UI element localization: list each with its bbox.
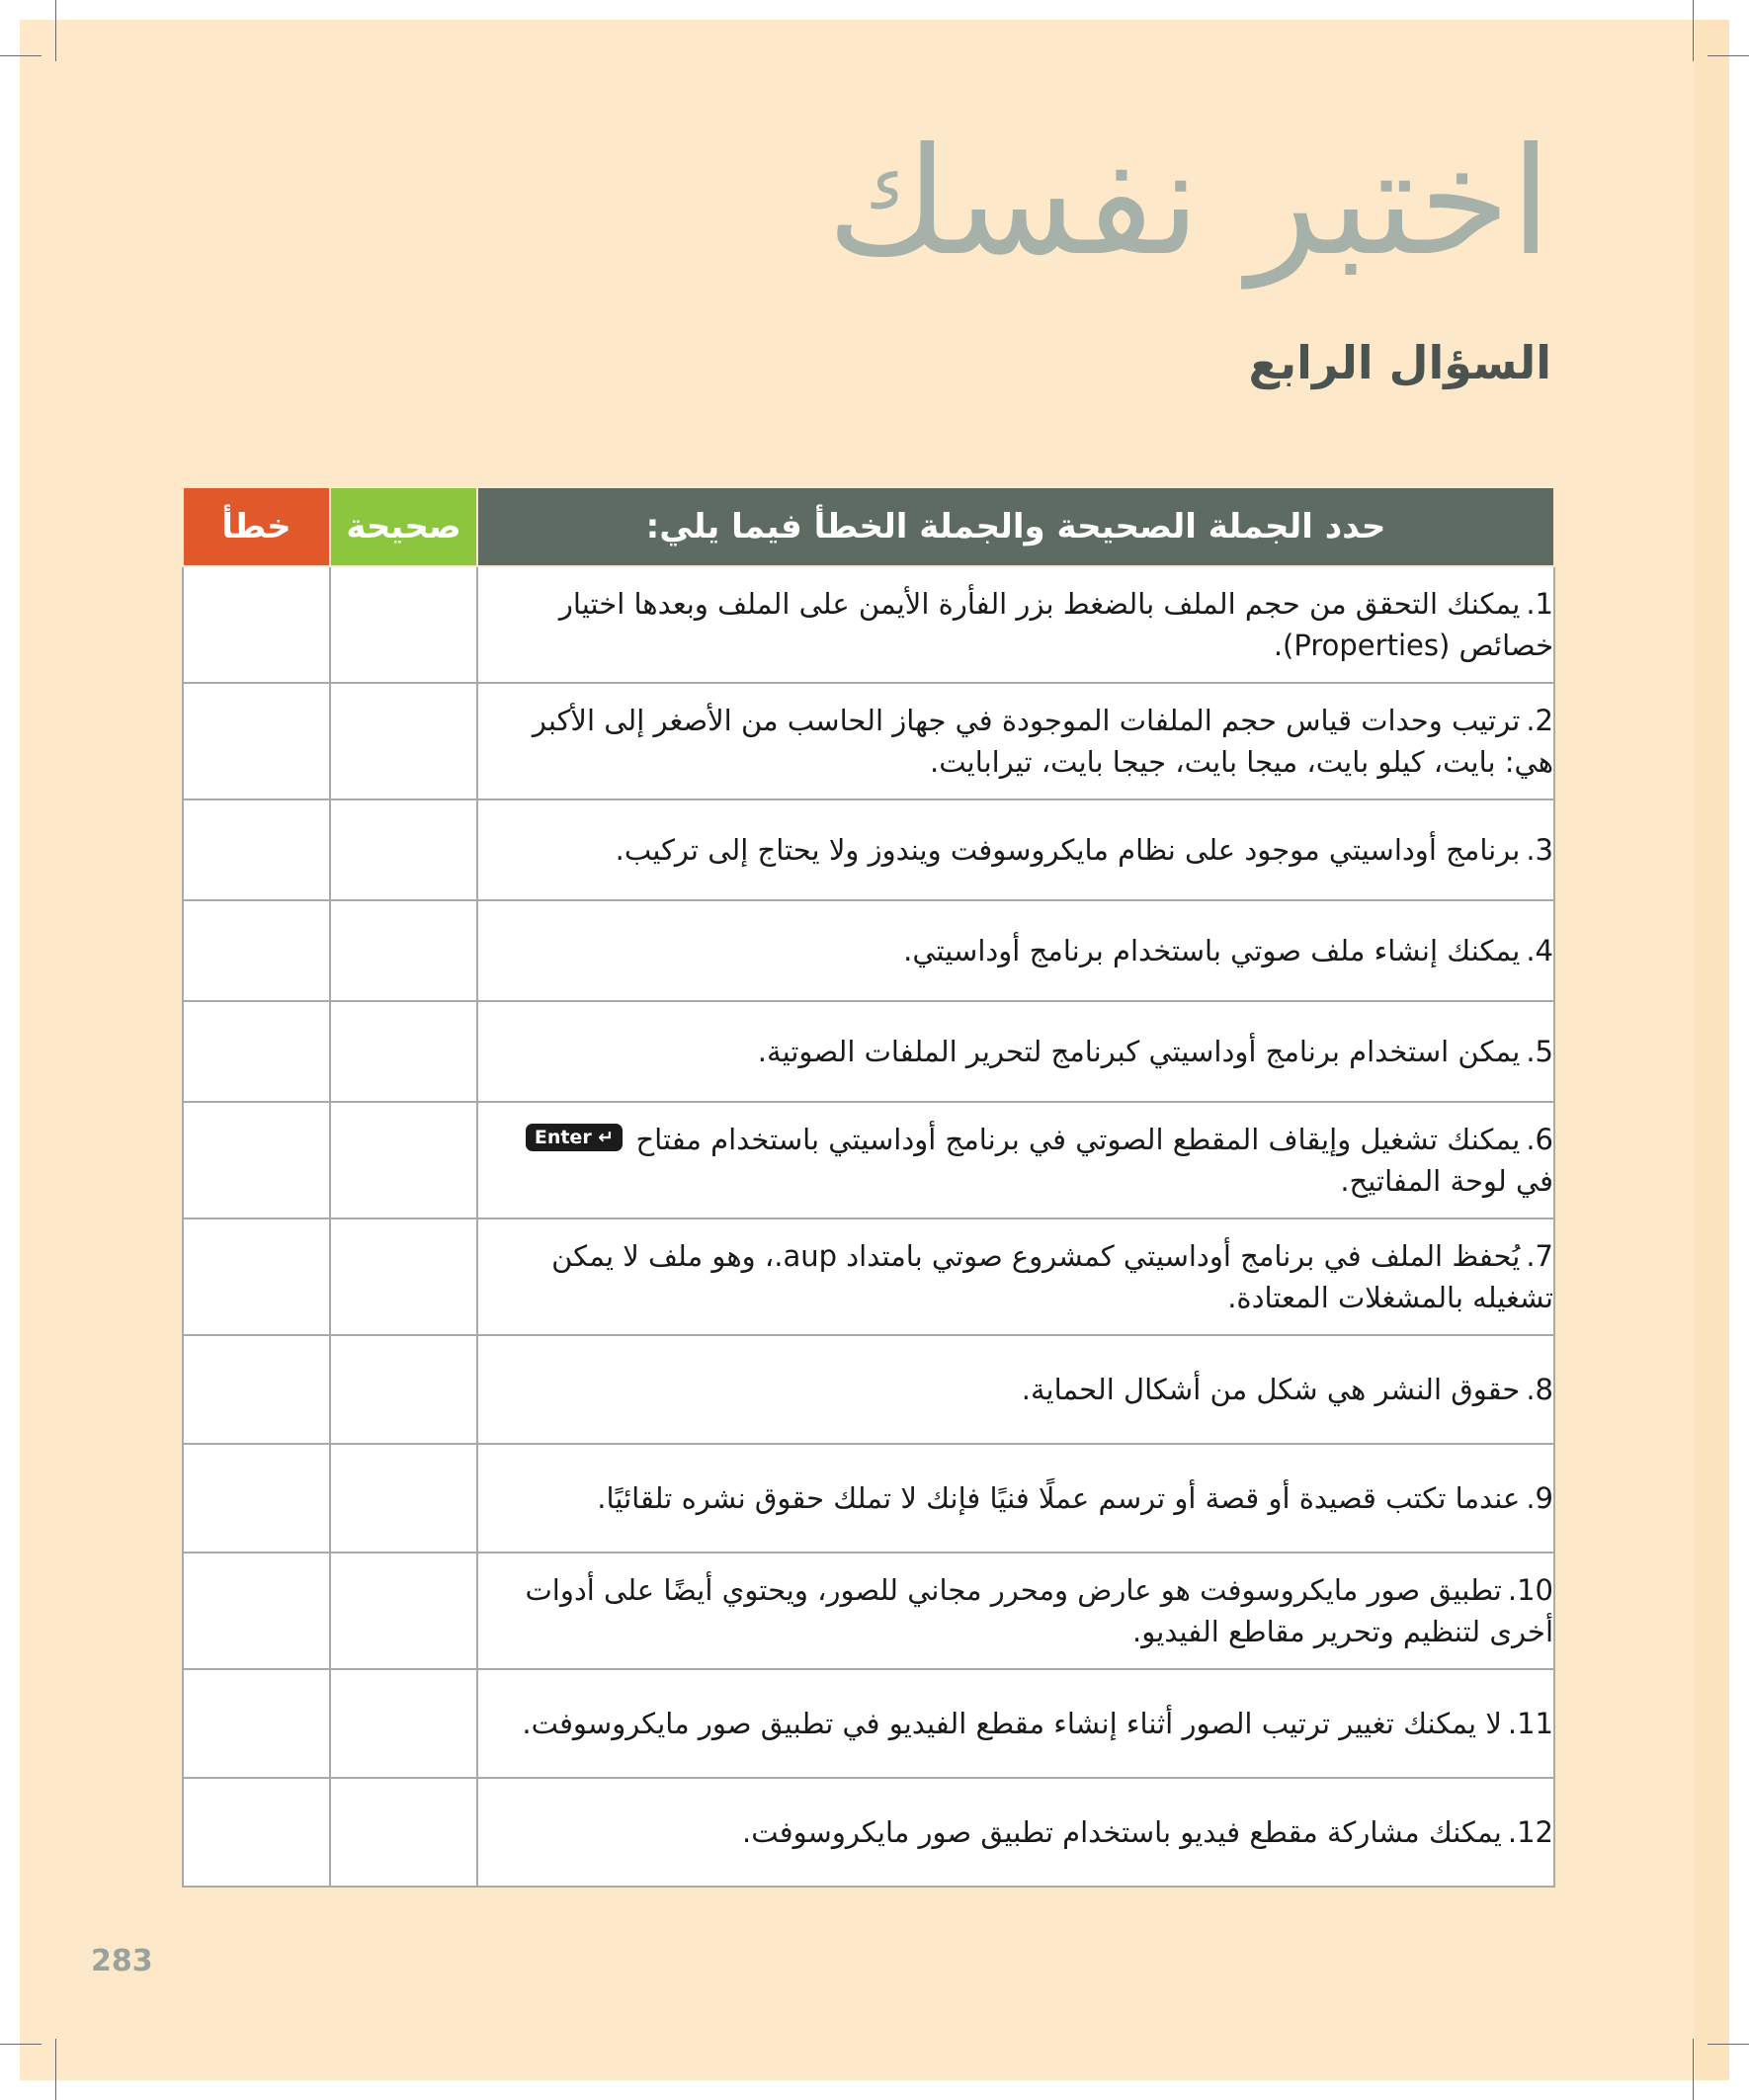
answer-false-cell[interactable] bbox=[183, 1444, 330, 1553]
answer-false-cell[interactable] bbox=[183, 1335, 330, 1444]
statement-text: تطبيق صور مايكروسوفت هو عارض ومحرر مجاني للصور، ويحتوي أيضًا على أدوات أخرى لتنظيم وتحرير مقاطع الفيديو. bbox=[525, 1573, 1553, 1648]
true-false-table bbox=[182, 486, 1555, 1888]
header-false: خطأ bbox=[183, 487, 330, 566]
answer-false-cell[interactable] bbox=[183, 1669, 330, 1778]
answer-true-cell[interactable] bbox=[330, 566, 477, 683]
answer-false-cell[interactable] bbox=[183, 799, 330, 900]
statement-cell bbox=[477, 799, 1554, 900]
statement-text: يمكنك تشغيل وإيقاف المقطع الصوتي في برنامج أوداسيتي باستخدام مفتاح bbox=[635, 1123, 1521, 1156]
crop-mark bbox=[1707, 55, 1749, 56]
table-row bbox=[183, 1553, 1554, 1669]
statement-cell bbox=[477, 1669, 1554, 1778]
page-title: اختبر نفسك bbox=[826, 117, 1551, 289]
answer-true-cell[interactable] bbox=[330, 799, 477, 900]
answer-true-cell[interactable] bbox=[330, 1778, 477, 1887]
statement-text: يمكنك التحقق من حجم الملف بالضغط بزر الفأرة الأيمن على الملف وبعدها اختيار خصائص (Properties). bbox=[558, 587, 1553, 662]
statement-cell bbox=[477, 1335, 1554, 1444]
answer-true-cell[interactable] bbox=[330, 1218, 477, 1335]
crop-mark bbox=[55, 2039, 56, 2100]
answer-true-cell[interactable] bbox=[330, 1102, 477, 1218]
answer-false-cell[interactable] bbox=[183, 1218, 330, 1335]
answer-true-cell[interactable] bbox=[330, 1001, 477, 1102]
statement-cell bbox=[477, 1553, 1554, 1669]
statement-text: لا يمكنك تغيير ترتيب الصور أثناء إنشاء مقطع الفيديو في تطبيق صور مايكروسوفت. bbox=[522, 1707, 1502, 1740]
page-number: 283 bbox=[91, 1944, 153, 1978]
statement-text: عندما تكتب قصيدة أو قصة أو ترسم عملًا فنيًا فإنك لا تملك حقوق نشره تلقائيًا. bbox=[597, 1481, 1521, 1515]
crop-mark bbox=[0, 55, 42, 56]
enter-key-icon: Enter ↵ bbox=[526, 1124, 623, 1151]
statement-number: 3. bbox=[1526, 833, 1553, 867]
statement-number: 5. bbox=[1526, 1035, 1553, 1068]
table-header-row bbox=[183, 487, 1554, 566]
header-statement: حدد الجملة الصحيحة والجملة الخطأ فيما يلي: bbox=[477, 487, 1554, 566]
crop-mark bbox=[1693, 0, 1694, 61]
table-row bbox=[183, 1444, 1554, 1553]
answer-false-cell[interactable] bbox=[183, 1001, 330, 1102]
table-row bbox=[183, 566, 1554, 683]
table-row bbox=[183, 1778, 1554, 1887]
statement-text: حقوق النشر هي شكل من أشكال الحماية. bbox=[1021, 1373, 1521, 1406]
statement-text: برنامج أوداسيتي موجود على نظام مايكروسوفت ويندوز ولا يحتاج إلى تركيب. bbox=[615, 833, 1521, 867]
answer-false-cell[interactable] bbox=[183, 566, 330, 683]
statement-cell bbox=[477, 1001, 1554, 1102]
statement-text: ترتيب وحدات قياس حجم الملفات الموجودة في جهاز الحاسب من الأصغر إلى الأكبر هي: بايت، كيلو بايت، ميجا بايت، جيجا بايت، تيرابايت. bbox=[532, 704, 1553, 779]
statement-number: 7. bbox=[1526, 1239, 1553, 1273]
table-row bbox=[183, 799, 1554, 900]
crop-mark bbox=[55, 0, 56, 61]
statement-number: 10. bbox=[1507, 1573, 1553, 1607]
answer-false-cell[interactable] bbox=[183, 683, 330, 799]
answer-true-cell[interactable] bbox=[330, 900, 477, 1001]
statement-text: يمكنك مشاركة مقطع فيديو باستخدام تطبيق صور مايكروسوفت. bbox=[742, 1815, 1502, 1849]
statement-cell bbox=[477, 1444, 1554, 1553]
statement-cell bbox=[477, 566, 1554, 683]
statement-text: في لوحة المفاتيح. bbox=[1340, 1164, 1553, 1198]
table-row bbox=[183, 1218, 1554, 1335]
statement-cell bbox=[477, 1102, 1554, 1218]
table-row bbox=[183, 683, 1554, 799]
question-heading: السؤال الرابع bbox=[1248, 336, 1551, 389]
answer-true-cell[interactable] bbox=[330, 1553, 477, 1669]
answer-false-cell[interactable] bbox=[183, 1778, 330, 1887]
answer-false-cell[interactable] bbox=[183, 1553, 330, 1669]
answer-true-cell[interactable] bbox=[330, 1444, 477, 1553]
answer-true-cell[interactable] bbox=[330, 1669, 477, 1778]
statement-text: يُحفظ الملف في برنامج أوداسيتي كمشروع صوتي بامتداد aup.، وهو ملف لا يمكن تشغيله بالمشغلات المعتادة. bbox=[551, 1239, 1553, 1314]
answer-false-cell[interactable] bbox=[183, 1102, 330, 1218]
statement-cell bbox=[477, 1218, 1554, 1335]
statement-number: 12. bbox=[1507, 1815, 1553, 1849]
statement-number: 9. bbox=[1526, 1481, 1553, 1515]
crop-mark bbox=[1693, 2039, 1694, 2100]
statement-number: 6. bbox=[1526, 1123, 1553, 1156]
answer-true-cell[interactable] bbox=[330, 683, 477, 799]
table-row bbox=[183, 1669, 1554, 1778]
statement-number: 11. bbox=[1507, 1707, 1553, 1740]
page-edge-strip bbox=[1695, 20, 1729, 2080]
statement-number: 1. bbox=[1526, 587, 1553, 621]
crop-mark bbox=[1707, 2044, 1749, 2045]
answer-false-cell[interactable] bbox=[183, 900, 330, 1001]
statement-number: 4. bbox=[1526, 934, 1553, 967]
statement-text: يمكنك إنشاء ملف صوتي باستخدام برنامج أوداسيتي. bbox=[903, 934, 1521, 967]
statement-number: 8. bbox=[1526, 1373, 1553, 1406]
table-row bbox=[183, 1335, 1554, 1444]
answer-true-cell[interactable] bbox=[330, 1335, 477, 1444]
statement-number: 2. bbox=[1526, 704, 1553, 737]
statement-text: يمكن استخدام برنامج أوداسيتي كبرنامج لتحرير الملفات الصوتية. bbox=[757, 1035, 1521, 1068]
table-row bbox=[183, 1001, 1554, 1102]
table-row bbox=[183, 1102, 1554, 1218]
statement-cell bbox=[477, 1778, 1554, 1887]
header-true: صحيحة bbox=[330, 487, 477, 566]
statement-cell bbox=[477, 900, 1554, 1001]
statement-cell bbox=[477, 683, 1554, 799]
table-row bbox=[183, 900, 1554, 1001]
crop-mark bbox=[0, 2044, 42, 2045]
